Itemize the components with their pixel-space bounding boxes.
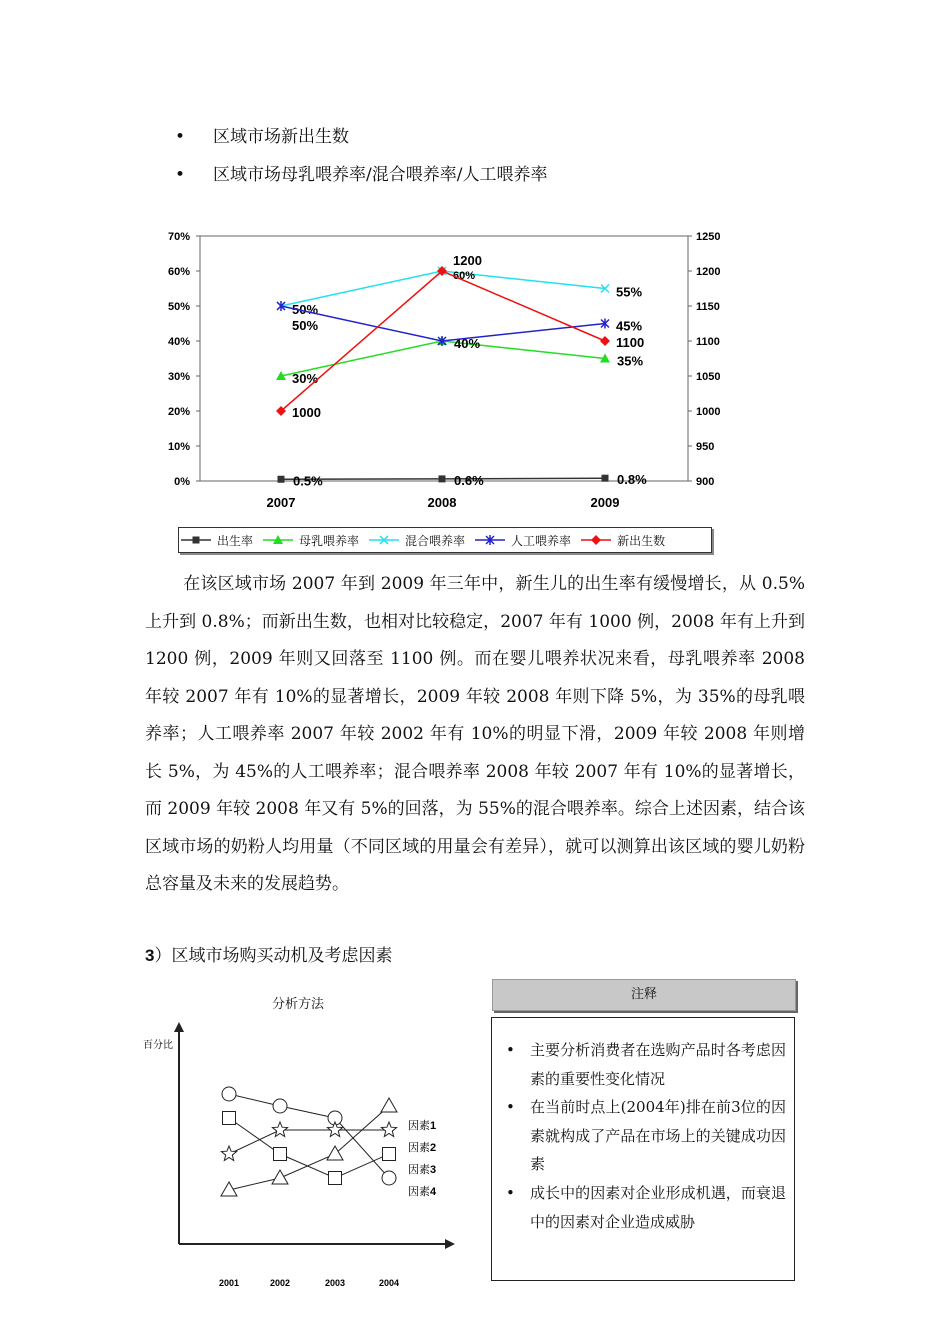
y-tick-label: 20% xyxy=(167,406,190,418)
factor-marker xyxy=(222,1087,236,1101)
y2-tick-label: 1200 xyxy=(696,266,721,278)
factor-marker xyxy=(381,1098,397,1112)
paragraph-text: 在该区域市场 2007 年到 2009 年三年中，新生儿的出生率有缓慢增长，从 0.5%上升到 0.8%；而新出生数，也相对比较稳定，2007 年有 1000 例，2008 年有上升到 1200 例，2009 年则又回落至 1100 例。而在婴儿喂养状况来看，母乳喂养率 2008 年较 2007 年有 10%的显著增长，2009 年较 2008 年则下降 5%，为 35%的母乳喂养率；人工喂养率 2007 年较 2002 年有 10%的明显下滑，2009 年较 2008 年则增长 5%，为 45%的人工喂养率；混合喂养率 2008 年较 2007 年有 10%的显著增长，而 2009 年较 2008 年又有 5%的回落，为 55%的混合喂养率。综合上述因素，结合该区域市场的奶粉人均用量（不同区域的用量会有差异），就可以测算出该区域的婴儿奶粉总容量及未来的发展趋势。 xyxy=(145,574,805,894)
data-point xyxy=(602,475,609,482)
factor-marker xyxy=(383,1148,396,1161)
note-item xyxy=(506,1036,786,1093)
legend-label: 人工喂养率 xyxy=(511,533,572,548)
factor-marker xyxy=(221,1146,236,1161)
x-tick-label: 2008 xyxy=(427,495,457,510)
legend-label: 混合喂养率 xyxy=(405,533,466,548)
bullet-dot: • xyxy=(506,1041,515,1059)
section-number: 3 xyxy=(145,946,155,965)
data-label: 0.6% xyxy=(454,472,484,488)
factor-marker xyxy=(272,1170,288,1184)
data-label: 30% xyxy=(292,371,319,386)
bullet-dot: • xyxy=(175,127,186,147)
section-title: ）区域市场购买动机及考虑因素 xyxy=(154,946,393,966)
factor-label-number: 1 xyxy=(430,1120,437,1132)
y2-tick-label: 950 xyxy=(696,441,715,453)
data-label: 40% xyxy=(454,336,481,351)
y2-tick-label: 1250 xyxy=(696,231,721,243)
legend-item xyxy=(367,532,465,549)
y-tick-label: 70% xyxy=(167,231,190,243)
legend-label: 母乳喂养率 xyxy=(299,533,360,548)
factor-label-number: 4 xyxy=(430,1186,437,1198)
factor-line xyxy=(229,1106,389,1190)
y-axis-arrow xyxy=(174,1022,184,1032)
legend-swatch xyxy=(473,535,507,545)
y-tick-label: 60% xyxy=(167,266,190,278)
factor-series xyxy=(221,1122,396,1161)
note-text: 在当前时点上(2004年)排在前3位的因素就构成了产品在市场上的关键成功因素 xyxy=(530,1098,786,1173)
notes-header: 注释 xyxy=(492,979,796,1011)
legend-swatch xyxy=(367,535,401,545)
bullet-text: 区域市场新出生数 xyxy=(213,127,349,147)
legend-item xyxy=(179,532,253,549)
legend-swatch xyxy=(179,535,213,545)
data-label: 50% xyxy=(292,302,319,317)
y-tick-label: 0% xyxy=(174,476,190,488)
section-heading xyxy=(145,941,392,966)
y2-tick-label: 1100 xyxy=(696,336,720,348)
x-tick-label: 2003 xyxy=(324,1278,346,1288)
data-label: 1200 xyxy=(453,253,482,268)
line-chart xyxy=(150,222,750,522)
factor-marker xyxy=(223,1112,236,1125)
body-paragraph xyxy=(145,566,805,904)
data-point xyxy=(278,476,285,483)
data-label: 0.5% xyxy=(293,473,323,489)
factor-marker xyxy=(381,1122,396,1137)
y-tick-label: 30% xyxy=(167,371,190,383)
legend-label: 出生率 xyxy=(217,533,254,548)
factor-marker xyxy=(327,1146,343,1160)
y-axis-label: 百分比 xyxy=(143,1040,173,1051)
bullet-dot: • xyxy=(506,1184,515,1202)
factor-marker xyxy=(382,1171,396,1185)
note-item xyxy=(506,1179,786,1236)
data-label: 45% xyxy=(616,318,643,334)
legend-swatch xyxy=(579,535,613,545)
factor-line xyxy=(229,1130,389,1154)
legend-marker xyxy=(591,535,601,545)
factor-label xyxy=(408,1184,437,1198)
data-label: 55% xyxy=(616,284,643,300)
data-label: 50% xyxy=(292,318,319,333)
factor-label xyxy=(408,1140,436,1154)
y-tick-label: 40% xyxy=(167,336,190,348)
bullet-item xyxy=(175,122,349,147)
factor-label-text: 因素 xyxy=(408,1185,430,1198)
factor-chart xyxy=(130,1010,470,1295)
y-tick-label: 10% xyxy=(167,441,190,453)
bullet-text: 区域市场母乳喂养率/混合喂养率/人工喂养率 xyxy=(213,165,548,185)
legend-label: 新出生数 xyxy=(617,533,666,548)
x-tick-label: 2001 xyxy=(218,1278,240,1288)
notes-box xyxy=(491,1017,795,1281)
x-tick-label: 2007 xyxy=(266,495,296,510)
factor-label-text: 因素 xyxy=(408,1119,430,1132)
data-label: 1100 xyxy=(616,335,645,350)
y2-tick-label: 1000 xyxy=(696,406,721,418)
bullet-item xyxy=(175,160,547,185)
method-chart-title: 分析方法 xyxy=(272,997,325,1012)
factor-series xyxy=(223,1112,396,1185)
x-tick-label: 2002 xyxy=(269,1278,291,1288)
chart-legend xyxy=(178,527,712,553)
factor-series xyxy=(222,1087,396,1185)
legend-marker xyxy=(193,537,200,544)
factor-label-text: 因素 xyxy=(408,1141,430,1154)
note-text: 主要分析消费者在选购产品时各考虑因素的重要性变化情况 xyxy=(530,1041,786,1088)
legend-item xyxy=(579,532,665,549)
y2-tick-label: 1150 xyxy=(696,301,720,313)
factor-label-number: 3 xyxy=(430,1164,437,1176)
legend-swatch xyxy=(261,535,295,545)
x-axis-arrow xyxy=(445,1239,455,1249)
note-item xyxy=(506,1093,786,1179)
data-label: 0.8% xyxy=(617,472,647,488)
bullet-dot: • xyxy=(506,1098,515,1116)
factor-label-number: 2 xyxy=(430,1142,437,1154)
factor-label-text: 因素 xyxy=(408,1163,430,1176)
legend-item xyxy=(473,532,571,549)
y-tick-label: 50% xyxy=(167,301,190,313)
factor-marker xyxy=(329,1172,342,1185)
legend-item xyxy=(261,532,359,549)
factor-label xyxy=(408,1162,436,1176)
data-label: 35% xyxy=(617,353,644,369)
x-tick-label: 2009 xyxy=(590,495,620,510)
factor-marker xyxy=(274,1148,287,1161)
factor-label xyxy=(408,1118,436,1132)
y2-tick-label: 900 xyxy=(696,476,715,488)
data-point xyxy=(439,475,446,482)
factor-marker xyxy=(272,1122,287,1137)
note-text: 成长中的因素对企业形成机遇，而衰退中的因素对企业造成威胁 xyxy=(530,1184,786,1231)
x-tick-label: 2004 xyxy=(378,1278,400,1288)
y2-tick-label: 1050 xyxy=(696,371,721,383)
data-label: 60% xyxy=(453,270,476,282)
bullet-dot: • xyxy=(175,165,186,185)
data-label: 1000 xyxy=(292,405,321,420)
factor-marker xyxy=(273,1099,287,1113)
